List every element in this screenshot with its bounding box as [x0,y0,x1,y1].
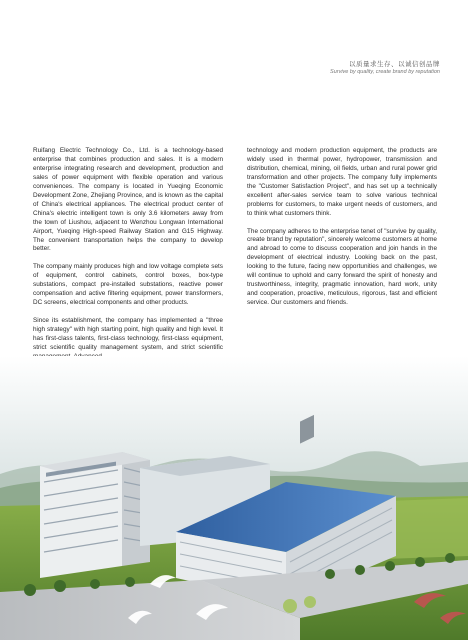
paragraph-applications: technology and modern production equipment, the products are widely used in thermal power, hydropower, transmission and distribution, chemical, mining, oil fields, urban and rural power grid transformation and other projects. The company fully implements the "Customer Satisfaction Project", and has set up a technically excellent after-sales service team to solve various technical problems for customers, to make urgent needs of customers, and to think what customers think. [247,147,437,217]
factory-campus-illustration-icon [0,356,468,640]
text-column-left [33,147,223,371]
slogan-english: Survive by quality, create brand by reputation [330,69,440,75]
paragraph-tenet: The company adheres to the enterprise tenet of "survive by quality, create brand by reputation", sincerely welcome customers at home and abroad to come to discuss cooperation and join hands in the development of electrical industry. Looking back on the past, looking to the future, facing new opportunities and challenges, we will continue to uphold and carry forward the spirit of honesty and trustworthiness, integrity, pragmatic innovation, hard work, unity and cooperation, proactive, meticulous, rigorous, fast and efficient service. Our customers and friends. [247,227,437,307]
text-column-right [247,147,437,317]
paragraph-strategy: Since its establishment, the company has implemented a "three high strategy" with high starting point, high quality and high level. It has first-class talents, first-class technology, first-class equipment, strict scientific quality management system, and strict scientific [33,316,223,351]
paragraph-company-intro: Ruifang Electric Technology Co., Ltd. is a technology-based enterprise that combines production and sales. It is a modern enterprise integrating research and development, production and sales of power equipment with flexible operation and various conveniences. The company is located in Yueqing Economic Development Zone, Zhejiang Province, and is known as the capital of China's electrical appliances. The electrical product center of China's electric intelligent town is only 3.6 kilometers away from the town of Liushou, adjacent to Wenzhou Longwan International Airport, Yueqing High-speed Railway Station and G15 Highway. The convenient transportation helps the company to develop better. [33,147,223,253]
paragraph-products: The company mainly produces high and low voltage complete sets of equipment, control cabinets, control boxes, box-type substations, compact pre-installed substations, reactive power compensation and active filtering equipment, power transformers, DC screens, electrical components and other products. [33,263,223,307]
slogan-chinese: 以质量求生存、以诚信创品牌 [349,60,440,68]
slogan [330,60,440,76]
